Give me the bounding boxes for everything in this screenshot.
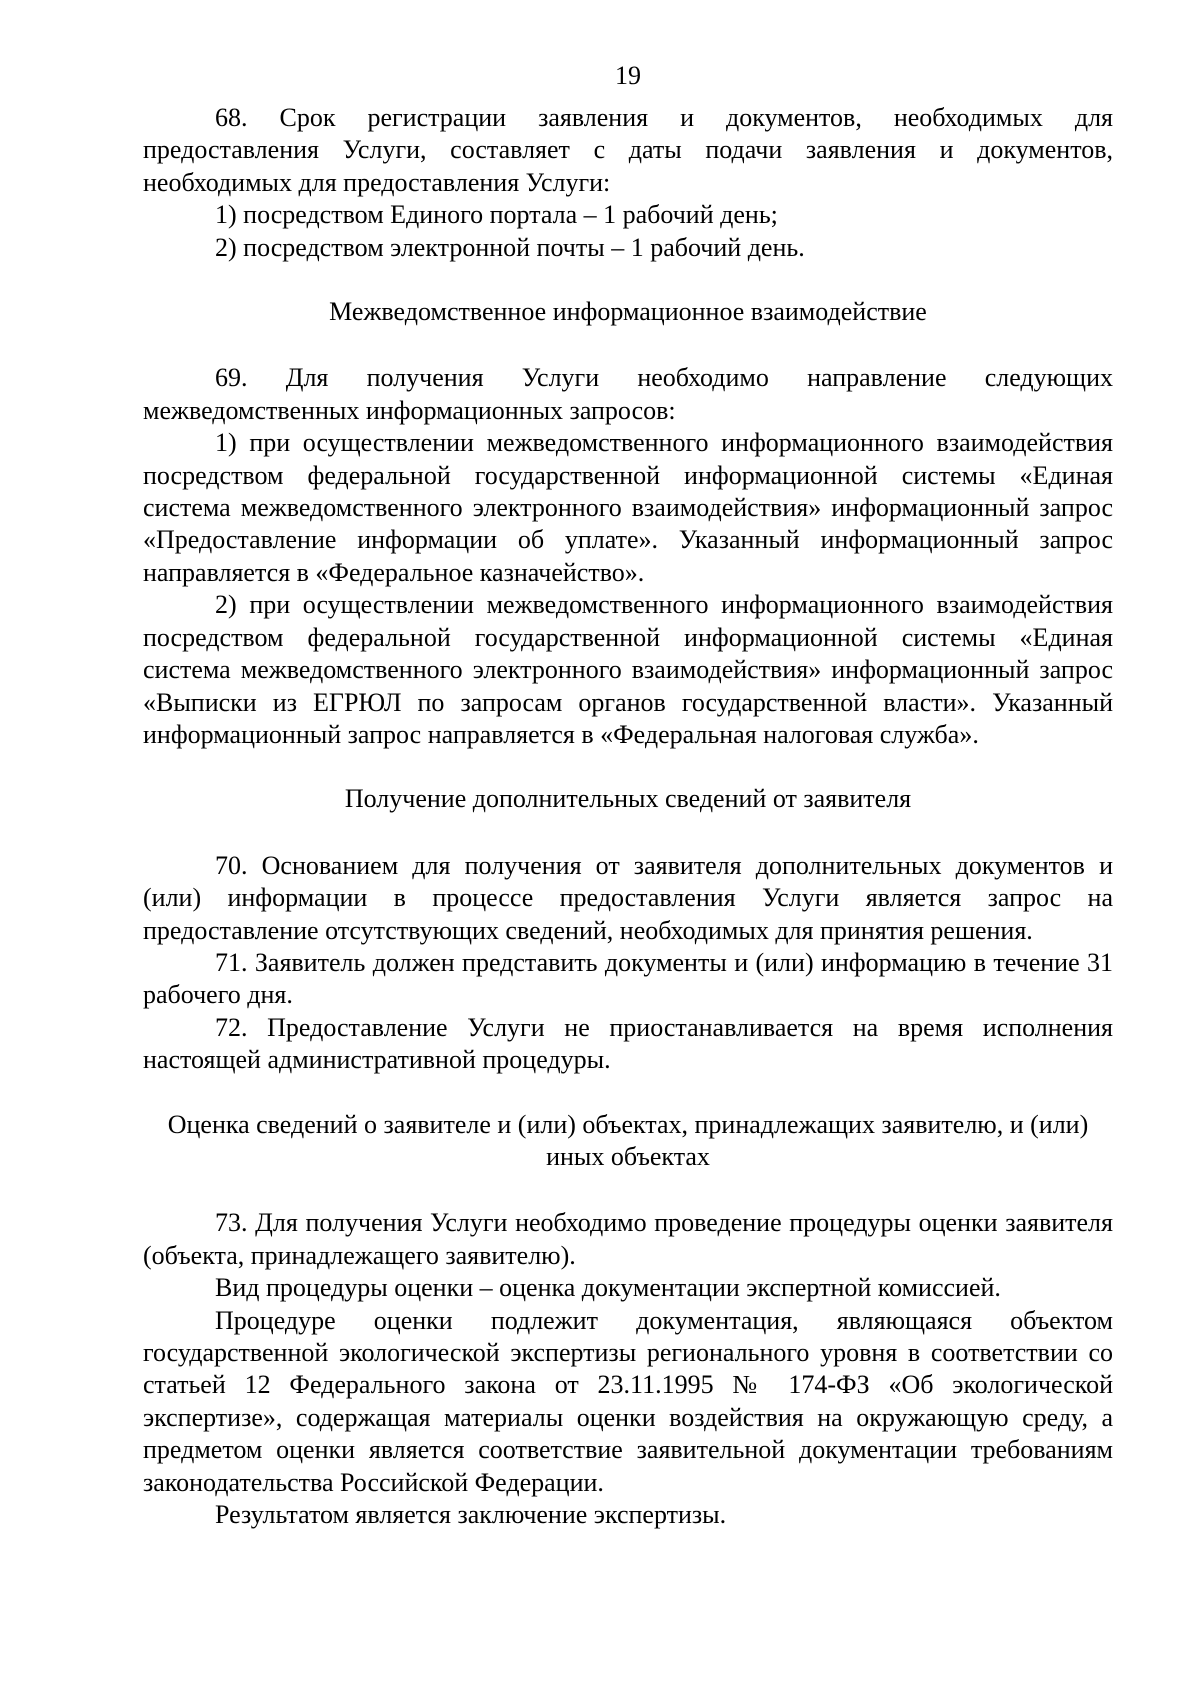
- section-heading-assessment: Оценка сведений о заявителе и (или) объектах, принадлежащих заявителю, и (или) иных объектах: [167, 1109, 1089, 1171]
- paragraph-69-item-1: 1) при осуществлении межведомственного информационного взаимодействия посредством федеральной государственной информационной системы «Единая система межведомственного электронного взаимодействия» информационный запрос «Предоставление информации об уплате». Указанный информационный запрос направляется в «Федеральное казначейство».: [143, 428, 1113, 587]
- paragraph-73: 73. Для получения Услуги необходимо проведение процедуры оценки заявителя (объекта, принадлежащего заявителю).: [143, 1208, 1113, 1270]
- paragraph-72: 72. Предоставление Услуги не приостанавливается на время исполнения настоящей административной процедуры.: [143, 1012, 1113, 1075]
- paragraph-69-item-2: 2) при осуществлении межведомственного информационного взаимодействия посредством федеральной государственной информационной системы «Единая система межведомственного электронного взаимодействия» информационный запрос «Выписки из ЕГРЮЛ по запросам органов государственной власти». Указанный информационный запрос направляется в «Федеральная налоговая служба».: [143, 590, 1113, 749]
- section-heading-interagency: Межведомственное информационное взаимодействие: [329, 297, 927, 327]
- document-page: [143, 60, 1113, 1531]
- paragraph-68-item-1: 1) посредством Единого портала – 1 рабочий день;: [215, 200, 778, 230]
- section-heading-additional-info: Получение дополнительных сведений от заявителя: [344, 784, 912, 814]
- paragraph-68-item-2: 2) посредством электронной почты – 1 рабочий день.: [215, 232, 805, 262]
- paragraph-73-procedure-subject: Процедуре оценки подлежит документация, являющаяся объектом государственной экологической экспертизы регионального уровня в соответствии со статьей 12 Федерального закона от 23.11.1995 № 174-ФЗ «Об экологической экспертизе», содержащая материалы оценки воздействия на окружающую среду, а предметом оценки является соответствие заявительной документации требованиям законодательства Российской Федерации.: [143, 1305, 1113, 1497]
- paragraph-70: 70. Основанием для получения от заявителя дополнительных документов и (или) информации в процессе предоставления Услуги является запрос на предоставление отсутствующих сведений, необходимых для принятия решения.: [143, 850, 1113, 945]
- page-number: 19: [615, 61, 641, 90]
- paragraph-73-result: Результатом является заключение экспертизы.: [215, 1500, 727, 1530]
- paragraph-71: 71. Заявитель должен представить документы и (или) информацию в течение 31 рабочего дня.: [143, 947, 1113, 1010]
- paragraph-68: 68. Срок регистрации заявления и документов, необходимых для предоставления Услуги, составляет с даты подачи заявления и документов, необходимых для предоставления Услуги:: [143, 103, 1113, 197]
- paragraph-73-procedure-kind: Вид процедуры оценки – оценка документации экспертной комиссией.: [215, 1273, 1001, 1303]
- paragraph-69: 69. Для получения Услуги необходимо направление следующих межведомственных информационных запросов:: [143, 363, 1113, 425]
